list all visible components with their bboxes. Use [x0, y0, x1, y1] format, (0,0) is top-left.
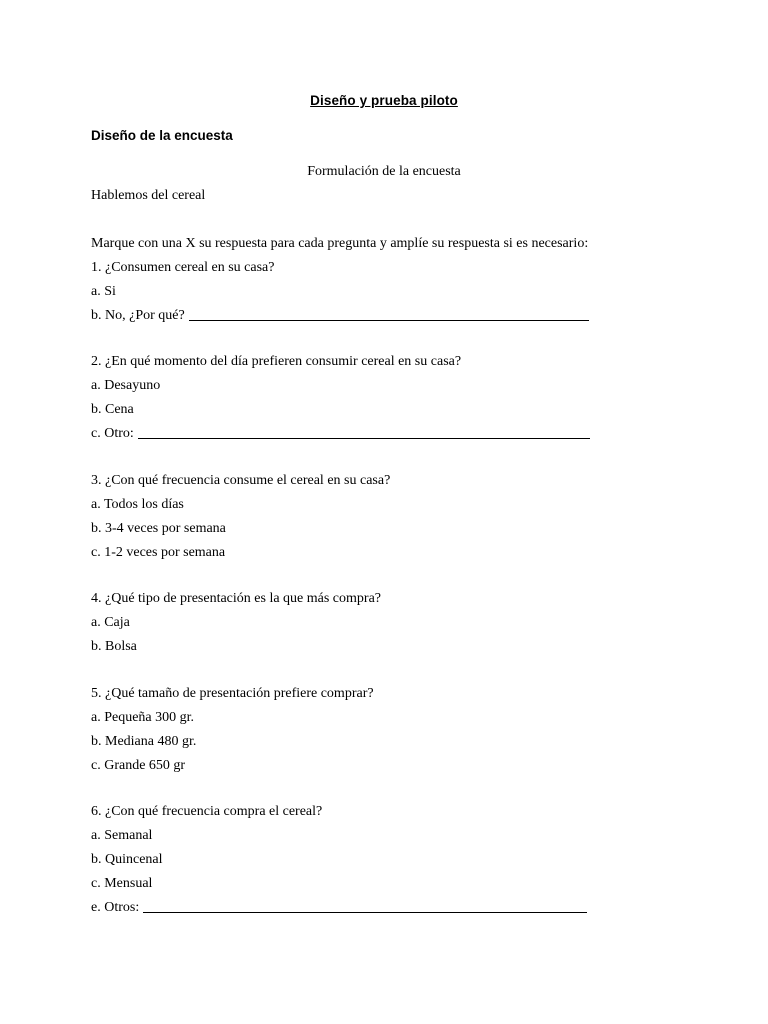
- question-1-option-b-label: b. No, ¿Por qué?: [91, 308, 185, 323]
- question-6-option-b: b. Quincenal: [91, 852, 163, 867]
- question-2-option-a: a. Desayuno: [91, 378, 161, 393]
- answer-blank-line: [189, 319, 589, 321]
- question-6-option-e-label: e. Otros:: [91, 900, 140, 915]
- question-5: 5. ¿Qué tamaño de presentación prefiere comprar?: [91, 686, 374, 701]
- question-4: 4. ¿Qué tipo de presentación es la que más compra?: [91, 591, 382, 606]
- section-heading: Diseño de la encuesta: [91, 128, 233, 143]
- question-2-option-c: [91, 426, 590, 442]
- question-6-option-c: c. Mensual: [91, 876, 153, 891]
- question-2: 2. ¿En qué momento del día prefieren consumir cereal en su casa?: [91, 354, 462, 369]
- question-3: 3. ¿Con qué frecuencia consume el cereal en su casa?: [91, 473, 391, 488]
- question-5-option-c: c. Grande 650 gr: [91, 758, 186, 773]
- question-6: 6. ¿Con qué frecuencia compra el cereal?: [91, 804, 323, 819]
- answer-blank-line: [143, 911, 587, 913]
- question-1-option-a: a. Si: [91, 284, 116, 299]
- question-1-option-b: [91, 308, 589, 324]
- question-5-option-a: a. Pequeña 300 gr.: [91, 710, 195, 725]
- intro-text: Hablemos del cereal: [91, 188, 206, 203]
- question-4-option-b: b. Bolsa: [91, 639, 137, 654]
- question-5-option-b: b. Mediana 480 gr.: [91, 734, 197, 749]
- question-1: 1. ¿Consumen cereal en su casa?: [91, 260, 275, 275]
- question-6-option-a: a. Semanal: [91, 828, 153, 843]
- question-6-option-e: [91, 900, 587, 916]
- question-3-option-b: b. 3-4 veces por semana: [91, 521, 226, 536]
- document-title: Diseño y prueba piloto: [310, 93, 458, 108]
- question-3-option-a: a. Todos los días: [91, 497, 184, 512]
- question-4-option-a: a. Caja: [91, 615, 130, 630]
- question-2-option-b: b. Cena: [91, 402, 134, 417]
- answer-blank-line: [138, 437, 590, 439]
- instructions-text: Marque con una X su respuesta para cada pregunta y amplíe su respuesta si es necesario:: [91, 236, 589, 251]
- question-2-option-c-label: c. Otro:: [91, 426, 134, 441]
- survey-subtitle: Formulación de la encuesta: [307, 164, 461, 179]
- question-3-option-c: c. 1-2 veces por semana: [91, 545, 226, 560]
